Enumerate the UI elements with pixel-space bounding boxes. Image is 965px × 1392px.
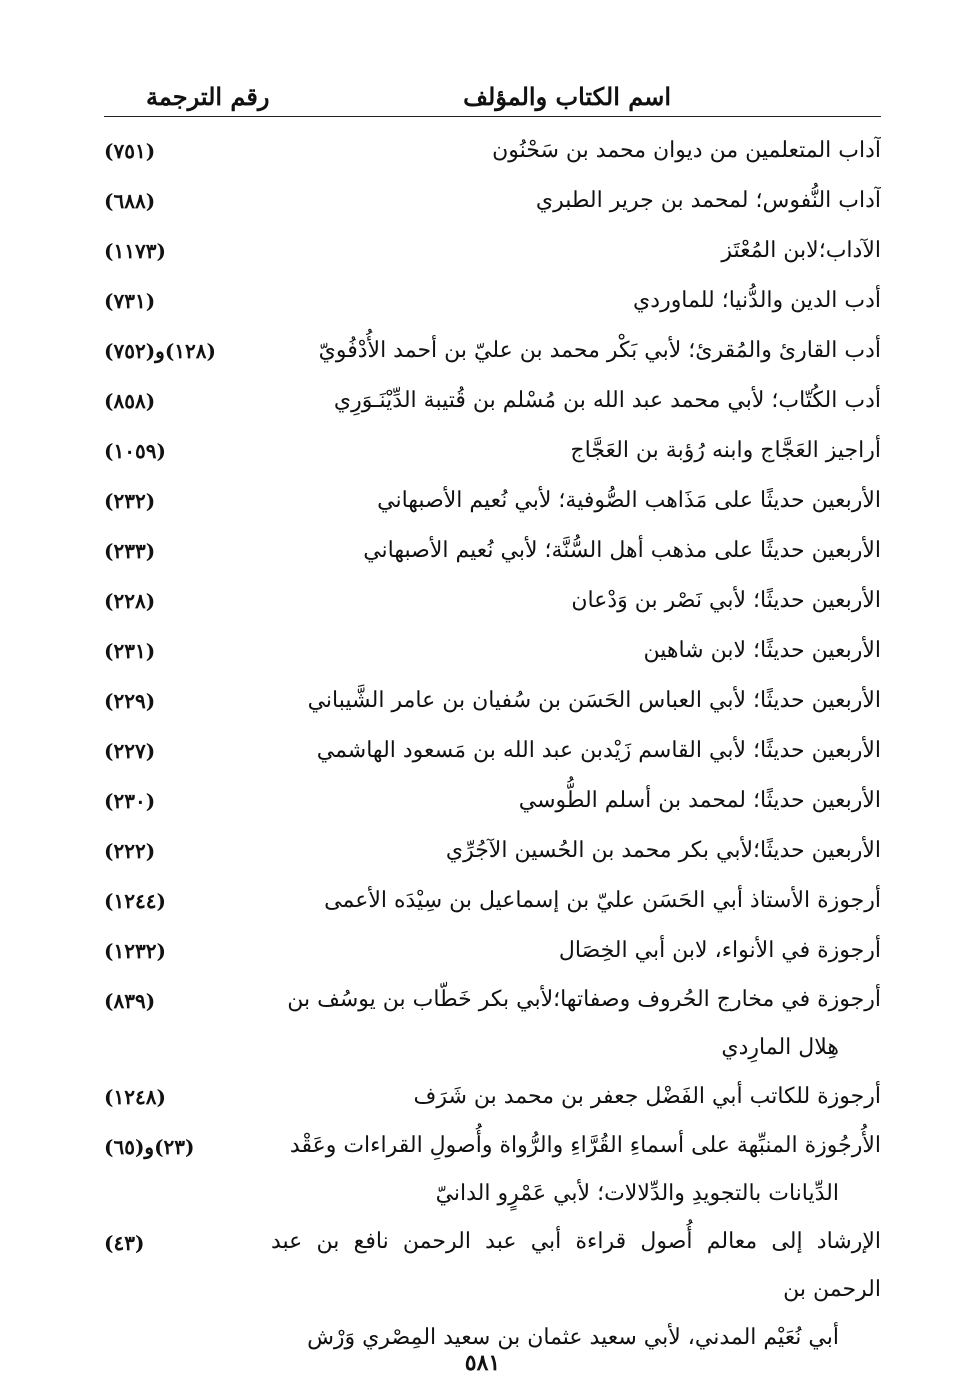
list-item [104,326,881,376]
entry-title-line-2: هِلال المارِدي [721,1035,839,1060]
entry-number: (٢٢٢) [104,839,156,863]
entry-number: (٧٣١) [104,289,156,313]
entry-title: الآداب؛لابن المُعْتَز [721,238,881,263]
entry-title: الأربعين حديثًا؛ لأبي نَصْر بن وَدْعان [571,588,881,613]
entry-title-line-1: الإرشاد إلى معالم أُصول قراءة أبي عبد الرحمن نافع بن عبد الرحمن بن [271,1229,881,1302]
entry-number: (٢٣٣) [104,539,156,563]
title-column-header: اسم الكتاب والمؤلف [463,82,671,111]
entry-title: آداب النُّفوس؛ لمحمد بن جرير الطبري [535,188,881,213]
entry-title: الأربعين حديثًا؛ لمحمد بن أسلم الطُّوسي [518,788,881,813]
list-item [104,976,881,1072]
entry-title-line-2: الدِّيانات بالتجويدِ والدِّلالات؛ لأبي عَمْرٍو الدانيّ [435,1181,839,1206]
list-item [104,476,881,526]
entry-number: (١٢٤٨) [104,1085,166,1109]
entry-number: (١١٧٣) [104,239,166,263]
list-item [104,1218,881,1362]
entry-title: أرجوزة في الأنواء، لابن أبي الخِصَال [558,938,881,963]
entry-title [271,1218,881,1362]
list-item [104,576,881,626]
list-item [104,676,881,726]
entry-title: الأربعين حديثًا على مَذَاهب الصُّوفية؛ لأبي نُعيم الأصبهاني [377,488,881,513]
entry-title [271,976,881,1072]
entry-title: الأربعين حديثًا؛ لأبي العباس الحَسَن بن سُفيان بن عامر الشَّيباني [307,688,881,713]
entry-title-line-1: أرجوزة في مخارج الحُروف وصفاتها؛لأبي بكر خَطّاب بن يوسُف بن [287,987,881,1012]
entries-list [104,126,881,1362]
entry-number: (٢٢٨) [104,589,156,613]
entry-number: (٢٣١) [104,639,156,663]
list-item [104,826,881,876]
number-column-header: رقم الترجمة [146,82,270,111]
entry-title: أدب الكُتّاب؛ لأبي محمد عبد الله بن مُسْلم بن قُتيبة الدِّيْنَـوَرِي [333,388,881,413]
entry-title: أدب القارئ والمُقرئ؛ لأبي بَكْر محمد بن عليّ بن أحمد الأُدْفُويّ [318,338,881,363]
entry-title: الأربعين حديثًا؛ لأبي القاسم زَيْدبن عبد الله بن مَسعود الهاشمي [316,738,881,763]
entry-title: الأربعين حديثًا؛ لابن شاهين [643,638,881,663]
entry-title: أراجيز العَجَّاج وابنه رُؤبة بن العَجَّاج [570,438,881,463]
entry-title: أرجوزة الأستاذ أبي الحَسَن عليّ بن إسماعيل بن سِيْدَه الأعمى [324,888,881,913]
entry-number: (١٠٥٩) [104,439,166,463]
list-item [104,926,881,976]
list-item [104,276,881,326]
entry-number: (٦٨٨) [104,189,156,213]
list-item [104,226,881,276]
list-item [104,376,881,426]
entry-title [271,1122,881,1218]
entry-number: (١٢٤٤) [104,889,166,913]
entry-number: (٢٣)و(٦٥) [104,1135,195,1159]
list-item [104,1122,881,1218]
table-header [104,78,881,117]
list-item [104,1072,881,1122]
list-item [104,626,881,676]
entry-number: (٢٣٢) [104,489,156,513]
entry-title: الأربعين حديثًا على مذهب أهل السُّنَّة؛ لأبي نُعيم الأصبهاني [363,538,881,563]
list-item [104,526,881,576]
entry-number: (٨٣٩) [104,989,156,1013]
entry-number: (٢٢٧) [104,739,156,763]
entry-number: (٤٣) [104,1231,145,1255]
entry-number: (١٢٣٢) [104,939,166,963]
entry-number: (٢٣٠) [104,789,156,813]
page-number: ٥٨١ [464,1350,501,1376]
list-item [104,726,881,776]
entry-title-line-2: أبي نُعَيْم المدني، لأبي سعيد عثمان بن سعيد المِصْري وَرْش [307,1325,839,1350]
entry-number: (١٢٨)و(٧٥٢) [104,339,216,363]
entry-number: (٨٥٨) [104,389,156,413]
list-item [104,176,881,226]
entry-title: أرجوزة للكاتب أبي الفَضْل جعفر بن محمد بن شَرَف [413,1084,881,1109]
list-item [104,426,881,476]
entry-title: أدب الدين والدُّنيا؛ للماوردي [633,288,881,313]
list-item [104,876,881,926]
entry-title-line-1: الأُرجُوزة المنبِّهة على أسماءِ القُرَّاءِ والرُّواة وأُصولِ القراءات وعَقْد [289,1133,881,1158]
list-item [104,126,881,176]
entry-number: (٧٥١) [104,139,156,163]
entry-title: آداب المتعلمين من ديوان محمد بن سَحْنُون [492,138,881,163]
list-item [104,776,881,826]
entry-number: (٢٢٩) [104,689,156,713]
entry-title: الأربعين حديثًا؛لأبي بكر محمد بن الحُسين الآجُرِّي [445,838,881,863]
